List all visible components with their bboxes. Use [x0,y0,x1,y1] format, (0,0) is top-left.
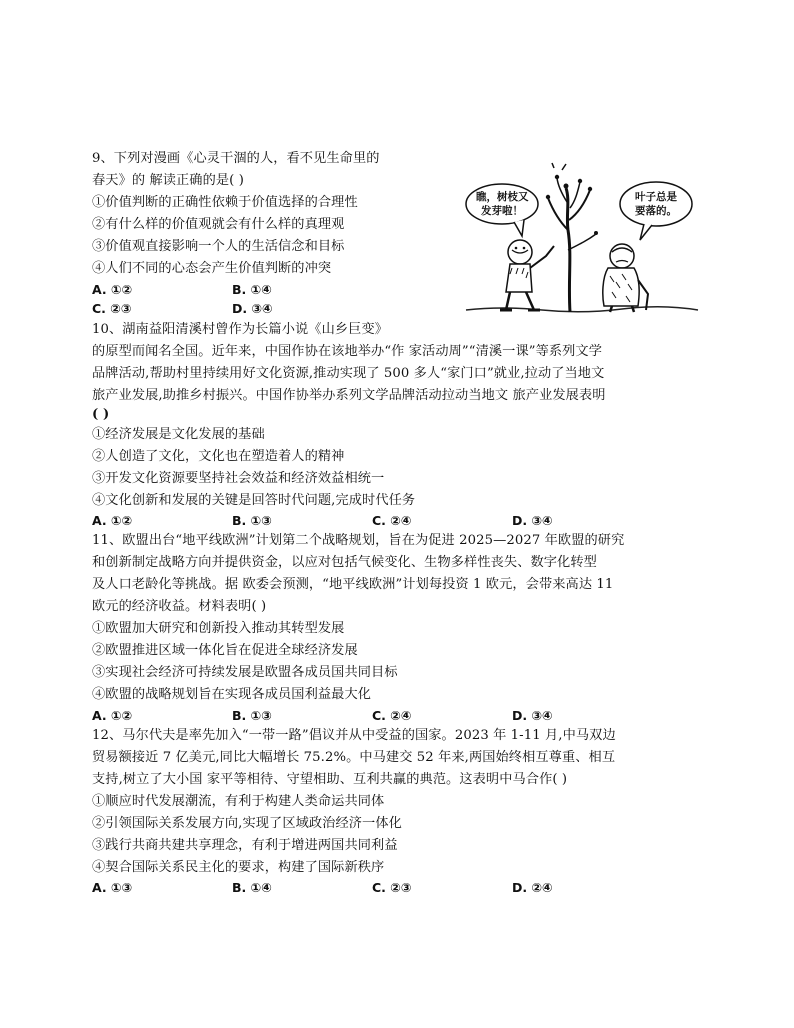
q9-option-b[interactable]: B. ①④ [232,282,272,297]
q11-option-c[interactable]: C. ②④ [372,708,412,723]
q11-options [92,708,652,726]
q10-stem-line-2: 的原型而闻名全国。近年来，中国作协在该地举办“作 家活动周”“清溪一课”等系列文学 [92,344,603,359]
cartoon-drawing [462,160,702,318]
q10-statement-1: ①经济发展是文化发展的基础 [92,427,265,442]
cartoon-bubble-right [630,190,682,218]
cartoon-illustration [462,160,702,318]
q12-option-d[interactable]: D. ②④ [512,880,553,895]
q10-option-c[interactable]: C. ②④ [372,513,412,528]
q11-option-b[interactable]: B. ①③ [232,708,272,723]
q10-option-b[interactable]: B. ①③ [232,513,272,528]
q9-statement-3: ③价值观直接影响一个人的生活信念和目标 [92,239,345,254]
bubble-right-line-1: 叶子总是 [635,191,677,203]
q11-statement-2: ②欧盟推进区域一体化旨在促进全球经济发展 [92,643,358,658]
q12-stem-line-2: 贸易额接近 7 亿美元,同比大幅增长 75.2%。中马建交 52 年来,两国始终相互尊重、相互 [92,750,616,765]
bubble-left-line-2: 发芽啦！ [481,205,523,217]
bubble-right-line-2: 要落的。 [635,205,677,217]
q9-stem-line-1: 9、下列对漫画《心灵干涸的人，看不见生命里的 [92,151,380,166]
q10-option-a[interactable]: A. ①② [92,513,133,528]
q11-stem-line-1: 11、欧盟出台“地平线欧洲”计划第二个战略规划，旨在为促进 2025—2027 年欧盟的研究 [92,533,625,548]
q12-options [92,880,652,898]
q11-statement-4: ④欧盟的战略规划旨在实现各成员国利益最大化 [92,687,372,702]
q12-statement-3: ③践行共商共建共享理念，有利于增进两国共同利益 [92,838,398,853]
q10-stem-line-5: ( ) [92,407,110,422]
q12-option-a[interactable]: A. ①③ [92,880,133,895]
q9-stem-line-2: 春天》的 解读正确的是( ) [92,173,244,188]
bubble-left-line-1: 瞧，树枝又 [476,191,529,203]
q11-statement-1: ①欧盟加大研究和创新投入推动其转型发展 [92,621,345,636]
q10-statement-4: ④文化创新和发展的关键是回答时代问题,完成时代任务 [92,493,416,508]
cartoon-bubble-left [476,190,528,218]
q10-statement-3: ③开发文化资源要坚持社会效益和经济效益相统一 [92,471,385,486]
q11-stem-line-4: 欧元的经济收益。材料表明( ) [92,599,267,614]
q9-option-a[interactable]: A. ①② [92,282,133,297]
q12-option-c[interactable]: C. ②③ [372,880,412,895]
q10-statement-2: ②人创造了文化，文化也在塑造着人的精神 [92,449,345,464]
q11-statement-3: ③实现社会经济可持续发展是欧盟各成员国共同目标 [92,665,398,680]
q10-options [92,513,652,531]
q11-option-d[interactable]: D. ③④ [512,708,553,723]
q11-stem-line-3: 及人口老龄化等挑战。据 欧委会预测，“地平线欧洲”计划每投资 1 欧元，会带来高达 11 [92,577,614,592]
q11-option-a[interactable]: A. ①② [92,708,133,723]
q10-stem-line-3: 品牌活动,帮助村里持续用好文化资源,推动实现了 500 多人“家门口”就业,拉动了当地文 [92,366,605,381]
q9-option-d[interactable]: D. ③④ [232,301,273,316]
q12-option-b[interactable]: B. ①④ [232,880,272,895]
q9-statement-2: ②有什么样的价值观就会有什么样的真理观 [92,217,345,232]
q12-stem-line-1: 12、马尔代夫是率先加入“一带一路”倡议并从中受益的国家。2023 年 1-11 月,中马双边 [92,728,616,743]
q12-stem-line-3: 支持,树立了大小国 家平等相待、守望相助、互利共赢的典范。这表明中马合作( ) [92,772,568,787]
q10-stem-line-1: 10、湖南益阳清溪村曾作为长篇小说《山乡巨变》 [92,322,389,337]
q9-option-c[interactable]: C. ②③ [92,301,132,316]
q10-option-d[interactable]: D. ③④ [512,513,553,528]
q9-statement-1: ①价值判断的正确性依赖于价值选择的合理性 [92,195,358,210]
q9-statement-4: ④人们不同的心态会产生价值判断的冲突 [92,261,332,276]
q10-stem-line-4: 旅产业发展,助推乡村振兴。中国作协举办系列文学品牌活动拉动当地文 旅产业发展表明 [92,388,606,403]
q11-stem-line-2: 和创新制定战略方向并提供资金，以应对包括气候变化、生物多样性丧失、数字化转型 [92,555,597,570]
q12-statement-1: ①顺应时代发展潮流，有利于构建人类命运共同体 [92,794,385,809]
q12-statement-4: ④契合国际关系民主化的要求，构建了国际新秩序 [92,860,385,875]
q12-statement-2: ②引领国际关系发展方向,实现了区域政治经济一体化 [92,816,402,831]
